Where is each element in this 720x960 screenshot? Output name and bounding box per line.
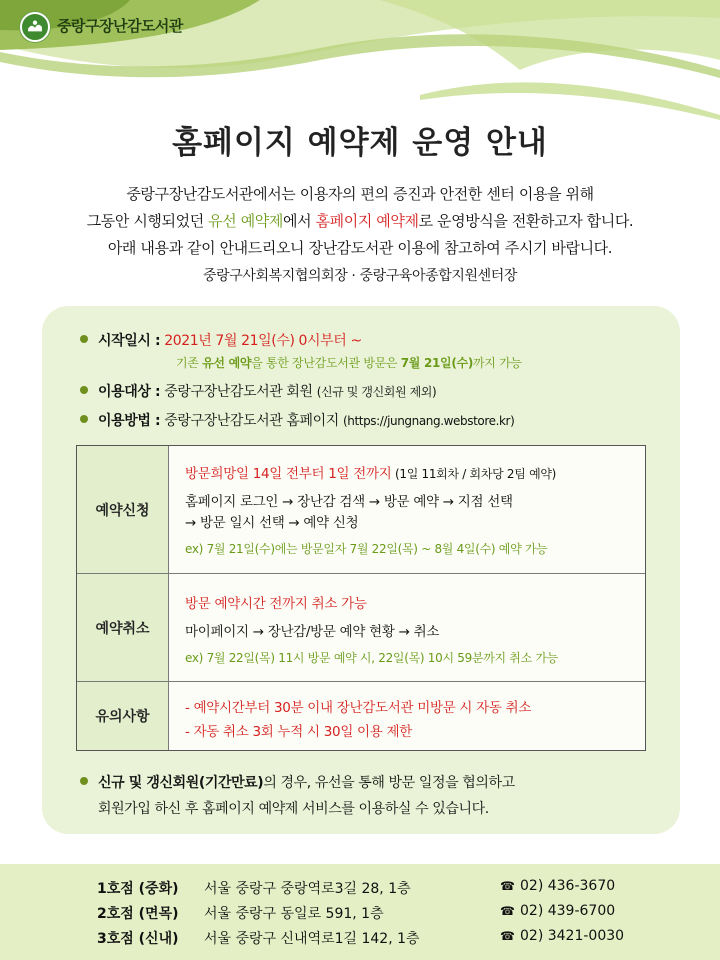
cancel-steps: 마이페이지 → 장난감/방문 예약 현황 → 취소: [185, 624, 440, 640]
start-date-sub: 기존 유선 예약을 통한 장난감도서관 방문은 7월 21일(수)까지 가능: [176, 356, 522, 370]
branch-row: [0, 903, 720, 927]
row-label-reserve: 예약신청: [77, 446, 169, 573]
caution-line-1: - 예약시간부터 30분 이내 장난감도서관 미방문 시 자동 취소: [185, 700, 532, 716]
start-date-value: 2021년 7월 21일(수) 0시부터 ~: [164, 333, 362, 349]
reserve-example: ex) 7월 21일(수)에는 방문일자 7월 22일(목) ~ 8월 4일(수) 예약 가능: [185, 542, 548, 556]
intro-paragraph: [20, 181, 700, 262]
branch-address: 서울 중랑구 신내역로1길 142, 1층: [204, 931, 420, 947]
organization-name: 중랑구장난감도서관: [57, 17, 183, 35]
cancel-example: ex) 7월 22일(목) 11시 방문 예약 시, 22일(목) 10시 59분까지 취소 가능: [185, 651, 558, 665]
branch-name: 2호점 (면목): [97, 906, 179, 922]
signer: 중랑구사회복지협의회장 · 중랑구육아종합지원센터장: [202, 268, 517, 284]
branch-name: 1호점 (중화): [97, 881, 179, 897]
branch-phone: ☎ 02) 436-3670: [500, 878, 616, 894]
homepage-url: (https://jungnang.webstore.kr): [342, 414, 515, 428]
target-item: 이용대상 : 중랑구장난감도서관 회원 (신규 및 갱신회원 제외): [80, 381, 436, 401]
new-member-note: 신규 및 갱신회원(기간만료)의 경우, 유선을 통해 방문 일정을 협의하고 회원가입 하신 후 홈페이지 예약제 서비스를 이용하실 수 있습니다.: [80, 770, 515, 822]
intro-line-2: 그동안 시행되었던 유선 예약제에서 홈페이지 예약제로 운영방식을 전환하고자 합니다.: [86, 212, 634, 230]
table-row-reserve: [77, 446, 645, 573]
row-label-cancel: 예약취소: [77, 574, 169, 681]
reserve-period: 방문희망일 14일 전부터 1일 전까지 (1일 11회차 / 회차당 2팀 예약): [185, 466, 557, 482]
branch-footer: [0, 864, 720, 960]
branch-phone: ☎ 02) 3421-0030: [500, 928, 625, 944]
reserve-steps-1: 홈페이지 로그인 → 장난감 검색 → 방문 예약 → 지점 선택: [185, 494, 513, 510]
intro-line-3: 아래 내용과 같이 안내드리오니 장난감도서관 이용에 참고하여 주시기 바랍니다.: [107, 239, 613, 257]
bullet-dot-icon: [80, 777, 88, 785]
branch-name: 3호점 (신내): [97, 931, 179, 947]
bullet-dot-icon: [80, 386, 88, 394]
phone-icon: ☎: [500, 929, 515, 943]
library-logo-icon: [20, 12, 50, 42]
start-date-item: 시작일시 : 2021년 7월 21일(수) 0시부터 ~: [80, 330, 362, 350]
branch-phone: ☎ 02) 439-6700: [500, 903, 616, 919]
branch-address: 서울 중랑구 동일로 591, 1층: [204, 906, 384, 922]
page-title: 홈페이지 예약제 운영 안내: [172, 125, 548, 161]
reservation-table: [76, 445, 646, 751]
branch-row: [0, 928, 720, 952]
table-row-caution: [77, 681, 645, 750]
branch-address: 서울 중랑구 중랑역로3길 28, 1층: [204, 881, 411, 897]
cancel-rule: 방문 예약시간 전까지 취소 가능: [185, 596, 367, 612]
row-label-caution: 유의사항: [77, 682, 169, 750]
bullet-dot-icon: [80, 335, 88, 343]
web-reservation-highlight: 홈페이지 예약제: [315, 212, 419, 230]
bullet-dot-icon: [80, 415, 88, 423]
reserve-steps-2: → 방문 일시 선택 → 예약 신청: [185, 515, 359, 531]
phone-reservation-highlight: 유선 예약제: [208, 212, 283, 230]
intro-line-1: 중랑구장난감도서관에서는 이용자의 편의 증진과 안전한 센터 이용을 위해: [126, 185, 594, 203]
branch-row: [0, 878, 720, 902]
caution-line-2: - 자동 취소 3회 누적 시 30일 이용 제한: [185, 724, 413, 740]
method-item: 이용방법 : 중랑구장난감도서관 홈페이지 (https://jungnang.webstore.kr): [80, 410, 514, 430]
table-row-cancel: [77, 573, 645, 681]
phone-icon: ☎: [500, 879, 515, 893]
phone-icon: ☎: [500, 904, 515, 918]
